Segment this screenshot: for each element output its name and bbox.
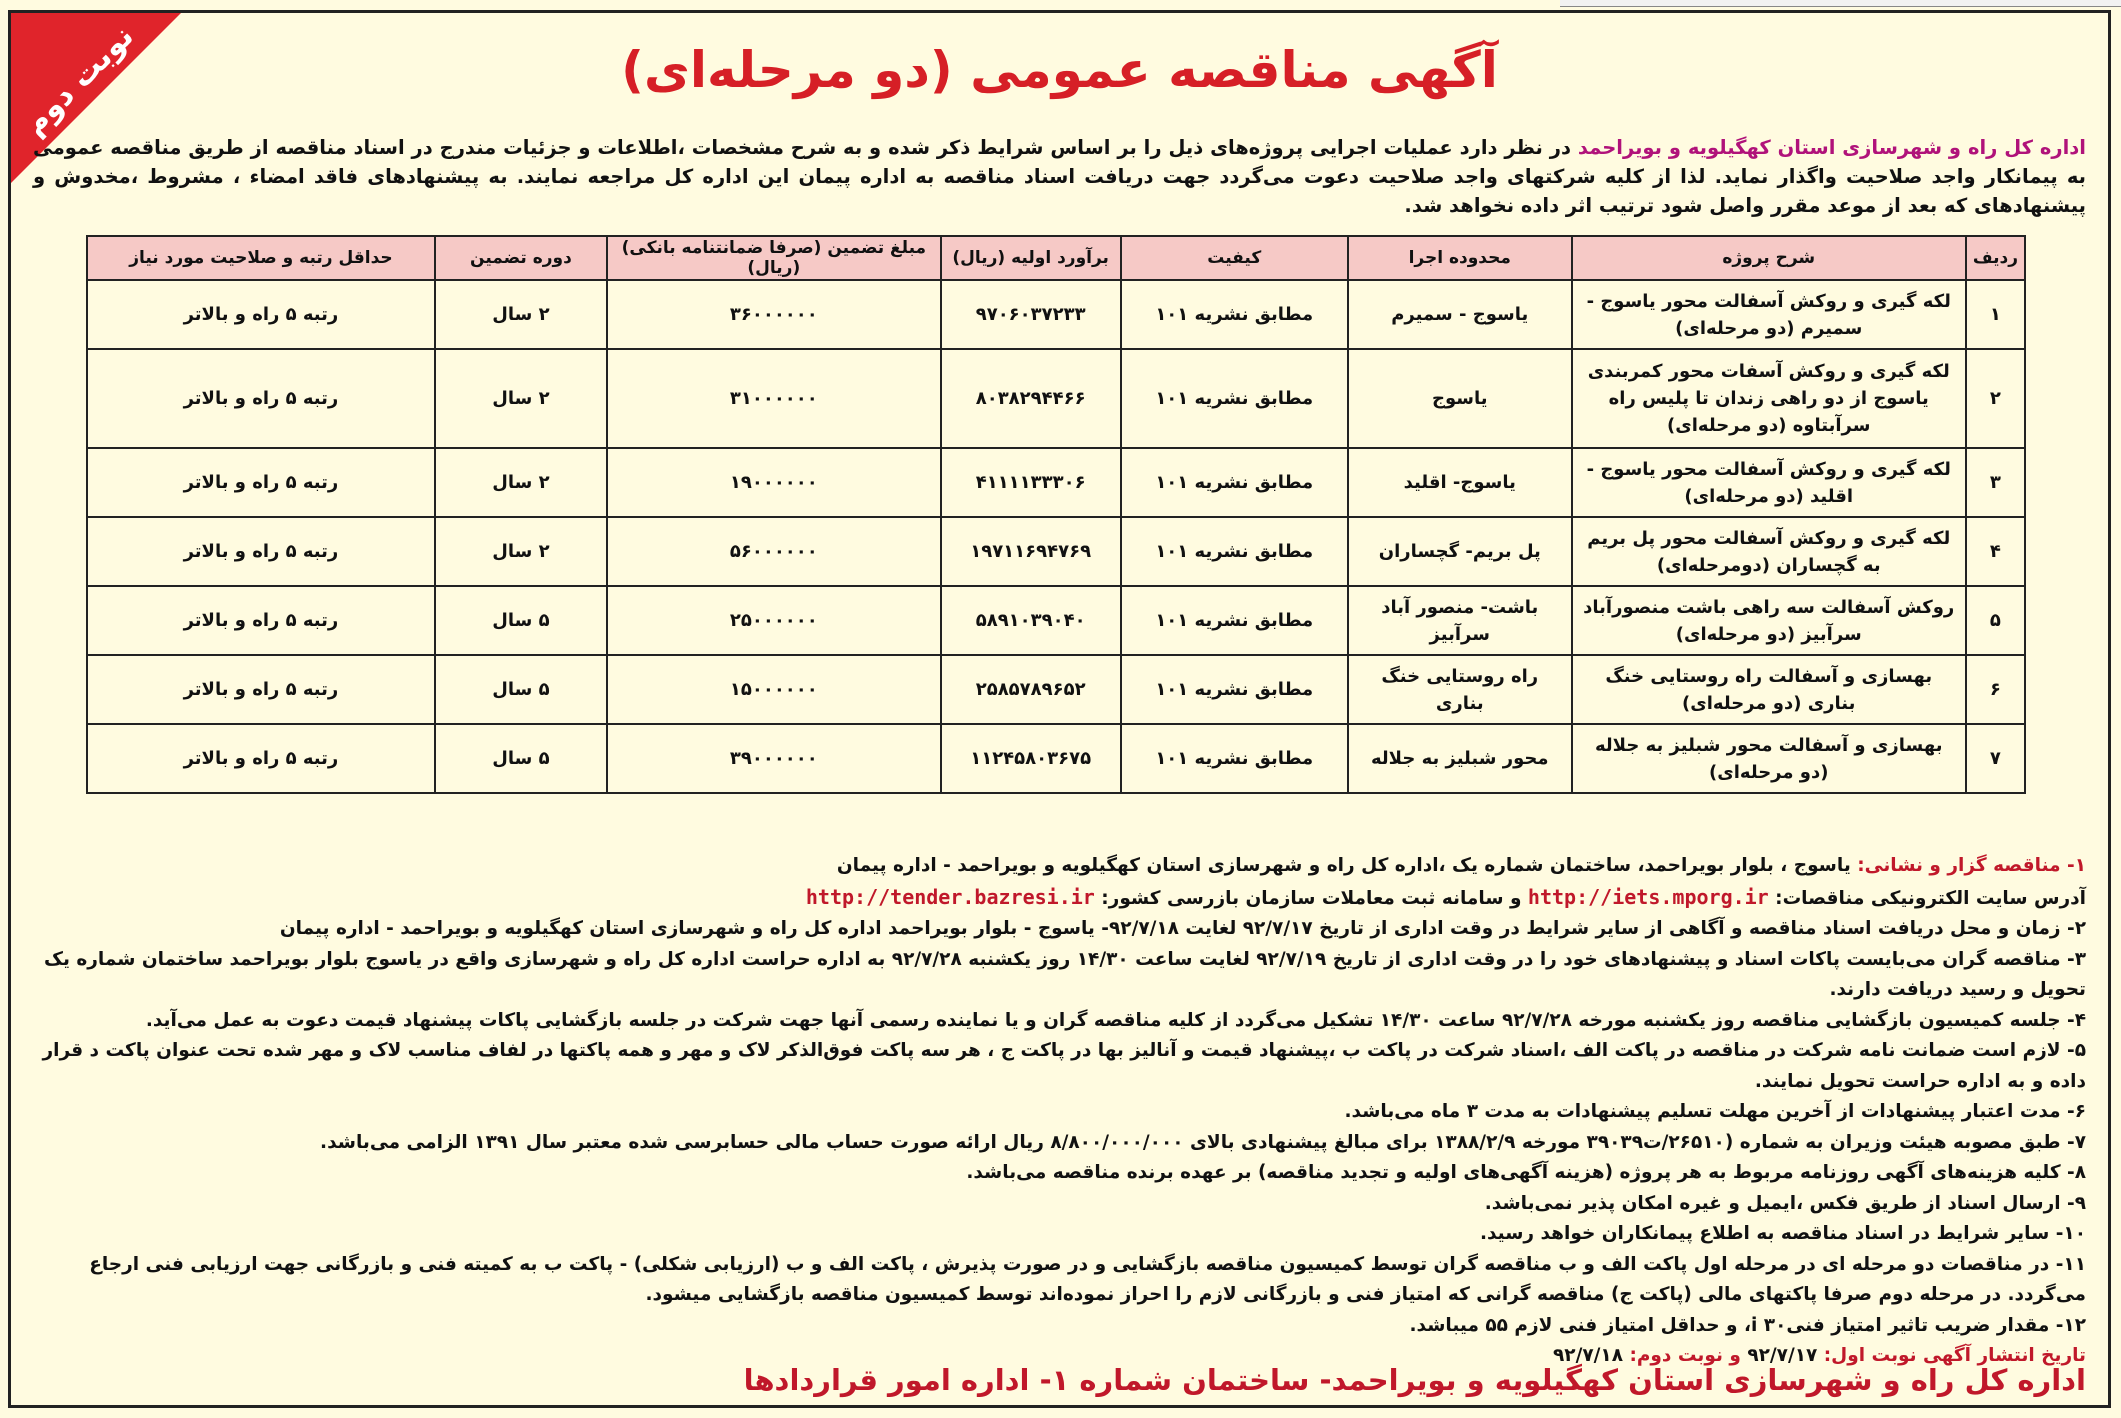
table-row (87, 517, 2025, 586)
cell-row-number: ۴ (1966, 517, 2025, 586)
cell-guarantee: ۲ سال (435, 448, 607, 517)
table-row (87, 655, 2025, 724)
header-quality: کیفیت (1121, 236, 1348, 280)
projects-table (86, 235, 2026, 794)
cell-estimate: ۹۷۰۶۰۳۷۲۳۳ (941, 280, 1121, 349)
note-11: ۱۱- در مناقصات دو مرحله ای در مرحله اول پاکت الف و ب مناقصه گران توسط کمیسیون مناقصه بازگشایی و در صورت پذیرش ، پاکت الف و ب (ارزیابی شکلی) - پاکت ب به کمیته فنی و بازرگانی جهت ارزیابی فنی ارجاع می‌گردد. در مرحله دوم صرفا پاکتهای مالی (پاکت ج) مناقصه گرانی که امتیاز فنی و بازرگانی لازم را احراز نموده‌اند توسط کمیسیون مناقصه بازگشایی میشود. (89, 1253, 2086, 1305)
cell-bond: ۲۵۰۰۰۰۰۰ (607, 586, 941, 655)
note-4: ۴- جلسه کمیسیون بازگشایی مناقصه روز یکشنبه مورخه ۹۲/۷/۲۸ ساعت ۱۴/۳۰ تشکیل می‌گردد از کلیه مناقصه گران و یا نماینده رسمی آنها جهت شرکت در جلسه بازگشایی پاکات پیشنهاد قیمت دعوت به عمل می‌آید. (145, 1009, 2086, 1031)
ribbon-label: نوبت دوم (17, 18, 141, 143)
cell-guarantee: ۵ سال (435, 655, 607, 724)
tender-website-link[interactable]: http://iets.mporg.ir (1527, 884, 1769, 909)
cell-rank: رتبه ۵ راه و بالاتر (87, 655, 435, 724)
note-1-text: یاسوج ، بلوار بویراحمد، ساختمان شماره یک ،اداره کل راه و شهرسازی استان کهگیلویه و بویراحمد - اداره پیمان (836, 855, 1858, 876)
cell-rank: رتبه ۵ راه و بالاتر (87, 349, 435, 448)
header-description: شرح پروژه (1572, 236, 1966, 280)
note-10: ۱۰- سایر شرایط در اسناد مناقصه به اطلاع پیمانکاران خواهد رسید. (1479, 1223, 2086, 1244)
cell-area: یاسوج (1348, 349, 1572, 448)
publication-second-date: ۹۲/۷/۱۸ (1553, 1345, 1623, 1366)
cell-estimate: ۴۱۱۱۱۳۳۳۰۶ (941, 448, 1121, 517)
note-1-label: ۱- مناقصه گزار و نشانی: (1857, 855, 2086, 876)
cell-quality: مطابق نشریه ۱۰۱ (1121, 655, 1348, 724)
cell-description: لکه گیری و روکش آسفات محور کمربندی یاسوج از دو راهی زندان تا پلیس راه سرآبتاوه (دو مرحله‌ای) (1572, 349, 1966, 448)
footer-signature: اداره کل راه و شهرسازی استان کهگیلویه و بویراحمد- ساختمان شماره ۱- اداره امور قراردادها (743, 1363, 2086, 1397)
cell-description: لکه گیری و روکش آسفالت محور پل بریم به گچساران (دومرحله‌ای) (1572, 517, 1966, 586)
cell-row-number: ۶ (1966, 655, 2025, 724)
cell-estimate: ۱۱۲۴۵۸۰۳۶۷۵ (941, 724, 1121, 793)
publication-label: تاریخ انتشار آگهی نوبت اول: (1823, 1345, 2086, 1366)
intro-paragraph (33, 133, 2086, 220)
cell-guarantee: ۲ سال (435, 349, 607, 448)
table-row (87, 349, 2025, 448)
cell-bond: ۱۵۰۰۰۰۰۰ (607, 655, 941, 724)
cell-guarantee: ۵ سال (435, 724, 607, 793)
cell-bond: ۱۹۰۰۰۰۰۰ (607, 448, 941, 517)
cell-bond: ۵۶۰۰۰۰۰۰ (607, 517, 941, 586)
cell-estimate: ۵۸۹۱۰۳۹۰۴۰ (941, 586, 1121, 655)
cell-description: لکه گیری و روکش آسفالت محور یاسوج - سمیرم (دو مرحله‌ای) (1572, 280, 1966, 349)
cell-area: راه روستایی خنگ بناری (1348, 655, 1572, 724)
cell-quality: مطابق نشریه ۱۰۱ (1121, 586, 1348, 655)
cell-area: باشت- منصور آباد سرآبیز (1348, 586, 1572, 655)
cell-area: محور شبلیز به جلاله (1348, 724, 1572, 793)
cell-quality: مطابق نشریه ۱۰۱ (1121, 448, 1348, 517)
cell-row-number: ۱ (1966, 280, 2025, 349)
cell-guarantee: ۲ سال (435, 280, 607, 349)
cell-estimate: ۸۰۳۸۲۹۴۴۶۶ (941, 349, 1121, 448)
table-row (87, 280, 2025, 349)
cell-description: روکش آسفالت سه راهی باشت منصورآباد سرآبیز (دو مرحله‌ای) (1572, 586, 1966, 655)
cell-quality: مطابق نشریه ۱۰۱ (1121, 280, 1348, 349)
note-6: ۶- مدت اعتبار پیشنهادات از آخرین مهلت تسلیم پیشنهادات به مدت ۳ ماه می‌باشد. (1344, 1101, 2086, 1122)
publication-first-date: ۹۲/۷/۱۷ (1740, 1345, 1824, 1366)
tender-notice (8, 10, 2111, 1408)
note-9: ۹- ارسال اسناد از طریق فکس ،ایمیل و غیره امکان پذیر نمی‌باشد. (1484, 1192, 2086, 1214)
publication-and: و نوبت دوم: (1623, 1345, 1741, 1366)
cell-guarantee: ۵ سال (435, 586, 607, 655)
table-row (87, 724, 2025, 793)
header-row-number: ردیف (1966, 236, 2025, 280)
top-strip (1560, 0, 2121, 7)
note-3: ۳- مناقصه گران می‌بایست پاکات اسناد و پیشنهادهای خود را در وقت اداری از تاریخ ۹۲/۷/۱۹ لغایت ساعت ۱۴/۳۰ روز یکشنبه ۹۲/۷/۲۸ به اداره حراست اداره کل راه و شهرسازی واقع در یاسوج بلوار بویراحمد ساختمان شماره یک تحویل و رسید دریافت دارند. (44, 948, 2086, 1000)
organization-name: اداره کل راه و شهرسازی استان کهگیلویه و بویراحمد (1577, 136, 2086, 159)
header-guarantee: دوره تضمین (435, 236, 607, 280)
table-row (87, 586, 2025, 655)
cell-quality: مطابق نشریه ۱۰۱ (1121, 724, 1348, 793)
header-estimate: برآورد اولیه (ریال) (941, 236, 1121, 280)
cell-row-number: ۲ (1966, 349, 2025, 448)
cell-row-number: ۳ (1966, 448, 2025, 517)
cell-quality: مطابق نشریه ۱۰۱ (1121, 349, 1348, 448)
cell-area: یاسوج - سمیرم (1348, 280, 1572, 349)
cell-row-number: ۷ (1966, 724, 2025, 793)
tender-websites (33, 882, 2086, 915)
table-header-row (87, 236, 2025, 280)
header-bond: مبلغ تضمین (صرفا ضمانتنامه بانکی) (ریال) (607, 236, 941, 280)
cell-description: لکه گیری و روکش آسفالت محور یاسوج - اقلید (دو مرحله‌ای) (1572, 448, 1966, 517)
note-8: ۸- کلیه هزینه‌های آگهی روزنامه مربوط به هر پروژه (هزینه آگهی‌های اولیه و تجدید مناقصه) بر عهده برنده مناقصه می‌باشد. (966, 1162, 2086, 1183)
cell-rank: رتبه ۵ راه و بالاتر (87, 586, 435, 655)
note-5: ۵- لازم است ضمانت نامه شرکت در مناقصه در پاکت الف ،اسناد شرکت در پاکت ب ،پیشنهاد قیمت و آنالیز بها در پاکت ج ، هر سه پاکت فوق‌الذکر لاک و مهر و همه پاکتها در لفاف مناسب لاک و مهر شده تحت عنوان پاکت د قرار داده و به اداره حراست تحویل نمایند. (42, 1040, 2086, 1092)
cell-bond: ۳۱۰۰۰۰۰۰ (607, 349, 941, 448)
cell-estimate: ۱۹۷۱۱۶۹۴۷۶۹ (941, 517, 1121, 586)
cell-rank: رتبه ۵ راه و بالاتر (87, 724, 435, 793)
cell-area: پل بریم- گچساران (1348, 517, 1572, 586)
note-12: ۱۲- مقدار ضریب تاثیر امتیاز فنیi ۳۰، و حداقل امتیاز فنی لازم ۵۵ میباشد. (1409, 1314, 2086, 1336)
conditions-list (33, 851, 2086, 1372)
cell-bond: ۳۶۰۰۰۰۰۰ (607, 280, 941, 349)
note-1 (33, 851, 2086, 882)
cell-row-number: ۵ (1966, 586, 2025, 655)
cell-area: یاسوج- اقلید (1348, 448, 1572, 517)
table-row (87, 448, 2025, 517)
cell-guarantee: ۲ سال (435, 517, 607, 586)
cell-rank: رتبه ۵ راه و بالاتر (87, 517, 435, 586)
inspection-website-link[interactable]: http://tender.bazresi.ir (805, 884, 1095, 909)
website-label-1: آدرس سایت الکترونیکی مناقصات: (1768, 887, 2086, 909)
website-label-2: و سامانه ثبت معاملات سازمان بازرسی کشور: (1094, 887, 1528, 909)
cell-description: بهسازی و آسفالت راه روستایی خنگ بناری (دو مرحله‌ای) (1572, 655, 1966, 724)
cell-quality: مطابق نشریه ۱۰۱ (1121, 517, 1348, 586)
intro-text: در نظر دارد عملیات اجرایی پروژه‌های ذیل را بر اساس شرایط ذکر شده و به شرح مشخصات ،اطلاعات و جزئیات مندرج در اسناد مناقصه از طریق مناقصه عمومی به پیمانکار واجد صلاحیت واگذار نماید. لذا از کلیه شرکتهای واجد صلاحیت دعوت می‌گردد جهت دریافت اسناد مناقصه به اداره پیمان این اداره کل مراجعه نمایند. به پیشنهادهای فاقد امضاء ، مشروط ،مخدوش و پیشنهادهای که بعد از موعد مقرر واصل شود ترتیب اثر داده نخواهد شد. (33, 136, 2086, 217)
header-area: محدوده اجرا (1348, 236, 1572, 280)
header-rank: حداقل رتبه و صلاحیت مورد نیاز (87, 236, 435, 280)
cell-rank: رتبه ۵ راه و بالاتر (87, 280, 435, 349)
cell-bond: ۳۹۰۰۰۰۰۰ (607, 724, 941, 793)
cell-estimate: ۲۵۸۵۷۸۹۶۵۲ (941, 655, 1121, 724)
cell-rank: رتبه ۵ راه و بالاتر (87, 448, 435, 517)
note-2: ۲- زمان و محل دریافت اسناد مناقصه و آگاهی از سایر شرایط در وقت اداری از تاریخ ۹۲/۷/۱۷ لغایت ۹۲/۷/۱۸- یاسوج - بلوار بویراحمد اداره کل راه و شهرسازی استان کهگیلویه و بویراحمد - اداره پیمان (279, 918, 2086, 939)
cell-description: بهسازی و آسفالت محور شبلیز به جلاله (دو مرحله‌ای) (1572, 724, 1966, 793)
note-7: ۷- طبق مصوبه هیئت وزیران به شماره (۲۶۵۱۰/ت۳۹۰۳۹ مورخه ۱۳۸۸/۲/۹ برای مبالغ پیشنهادی بالای ۸/۸۰۰/۰۰۰/۰۰۰ ریال ارائه صورت حساب مالی حسابرسی شده معتبر سال ۱۳۹۱ الزامی می‌باشد. (320, 1131, 2086, 1153)
notice-title: آگهی مناقصه عمومی (دو مرحله‌ای) (621, 41, 1498, 99)
